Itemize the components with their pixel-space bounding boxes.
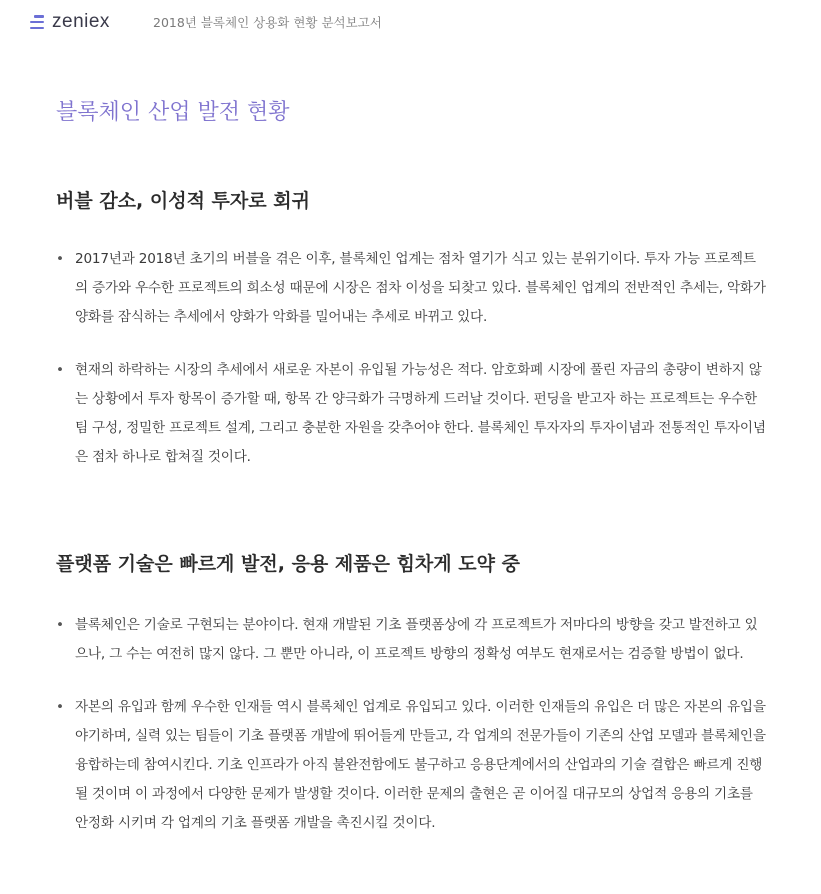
zeniex-logo[interactable] [30, 11, 110, 33]
logo-text: zeniex [52, 11, 110, 32]
report-title: 2018년 블록체인 상용화 현황 분석보고서 [153, 15, 382, 30]
section-bubble-decline [56, 187, 766, 496]
section-heading: 버블 감소, 이성적 투자로 회귀 [56, 190, 310, 212]
section-platform-technology [56, 550, 766, 862]
bullet-list [56, 245, 766, 472]
list-item: • 자본의 유입과 함께 우수한 인재들 역시 블록체인 업계로 유입되고 있다. 이러한 인재들의 유입은 더 많은 자본의 유입을 야기하며, 실력 있는 팀들이 기초 플랫폼 개발에 뛰어들게 만들고, 각 업계의 전문가들이 기존의 산업 모델과 블록체인을 융합하는데 참여시킨다. 기초 인프라가 아직 불완전함에도 불구하고 응용단계에서의 산업과의 기술 결합은 빠르게 진행될 것이며 이 과정에서 다양한 문제가 발생할 것이다. 이러한 문제의 출현은 곧 이어질 대규모의 상업적 응용의 기초를 안정화 시키며 각 업계의 기초 플랫폼 개발을 촉진시킬 것이다. [56, 693, 766, 838]
list-item: • 블록체인은 기술로 구현되는 분야이다. 현재 개발된 기초 플랫폼상에 각 프로젝트가 저마다의 방향을 갖고 발전하고 있으나, 그 수는 여전히 많지 않다. 그 뿐만 아니라, 이 프로젝트 방향의 정확성 여부도 현재로서는 검증할 방법이 없다. [56, 611, 766, 669]
page-title: 블록체인 산업 발전 현황 [56, 100, 290, 125]
top-bar [0, 0, 821, 44]
section-heading: 플랫폼 기술은 빠르게 발전, 응용 제품은 힘차게 도약 중 [56, 553, 520, 575]
bullet-list [56, 611, 766, 838]
list-item: • 현재의 하락하는 시장의 추세에서 새로운 자본이 유입될 가능성은 적다. 암호화폐 시장에 풀린 자금의 총량이 변하지 않는 상황에서 투자 항목이 증가할 때, 항목 간 양극화가 극명하게 드러날 것이다. 펀딩을 받고자 하는 프로젝트는 우수한 팀 구성, 정밀한 프로젝트 설계, 그리고 충분한 자원을 갖추어야 한다. 블록체인 투자자의 투자이념과 전통적인 투자이념은 점차 하나로 합쳐질 것이다. [56, 356, 766, 472]
logo-icon [30, 15, 44, 29]
list-item: • 2017년과 2018년 초기의 버블을 겪은 이후, 블록체인 업계는 점차 열기가 식고 있는 분위기이다. 투자 가능 프로젝트의 증가와 우수한 프로젝트의 희소성 때문에 시장은 점차 이성을 되찾고 있다. 블록체인 업계의 전반적인 추세는, 악화가 양화를 잠식하는 추세에서 양화가 악화를 밀어내는 추세로 바뀌고 있다. [56, 245, 766, 332]
